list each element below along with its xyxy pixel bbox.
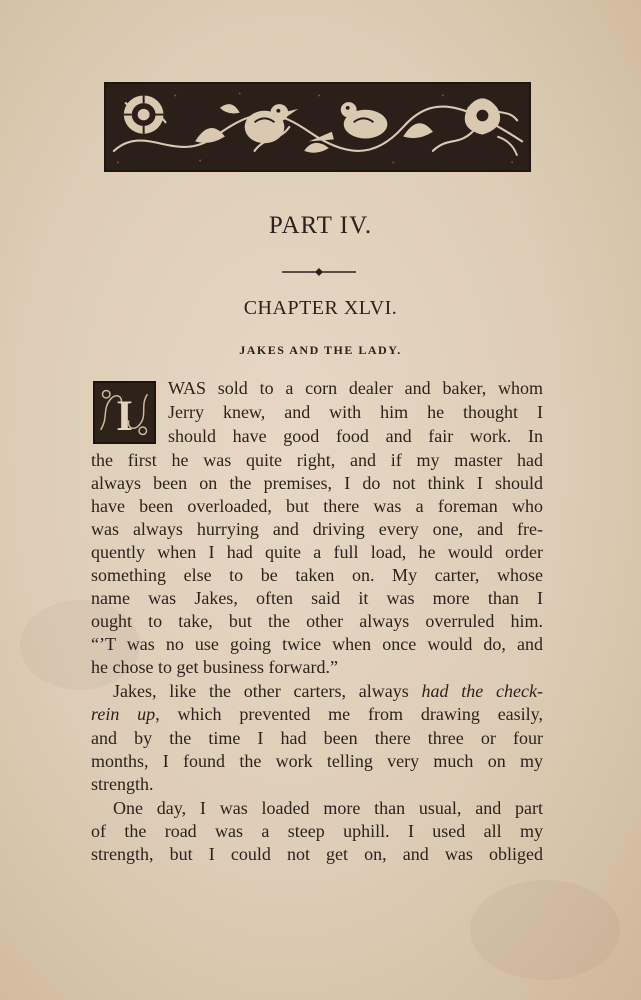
floral-ornament-icon bbox=[106, 84, 529, 170]
chapter-subtitle: JAKES AND THE LADY. bbox=[239, 343, 402, 357]
text-line: months, I found the work telling very much on my bbox=[91, 751, 543, 771]
italic-phrase: had the check- bbox=[421, 681, 543, 701]
text-line: always been on the premises, I do not think I should bbox=[91, 473, 543, 493]
decorative-header-banner bbox=[104, 82, 531, 172]
text-line: quently when I had quite a full load, he would order bbox=[91, 542, 543, 562]
text-line bbox=[91, 703, 543, 726]
text-line: of the road was a steep uphill. I used all my bbox=[91, 821, 543, 841]
text-run: Jakes, like the other carters, always bbox=[113, 681, 422, 701]
chapter-title: CHAPTER XLVI. bbox=[243, 297, 398, 319]
text-line: something else to be taken on. My carter, whose bbox=[91, 565, 543, 585]
text-line: have been overloaded, but there was a foreman who bbox=[91, 496, 543, 516]
text-line: strength, but I could not get on, and was obliged bbox=[91, 844, 543, 864]
part-title: PART IV. bbox=[268, 212, 373, 239]
italic-phrase: rein up bbox=[91, 704, 156, 724]
text-line: was always hurrying and driving every one, and fre- bbox=[91, 519, 543, 539]
ornamental-divider bbox=[282, 264, 356, 280]
drop-cap-initial bbox=[93, 381, 156, 444]
text-line bbox=[113, 680, 543, 703]
text-run: , which prevented me from drawing easily, bbox=[155, 704, 544, 724]
text-line: he chose to get business forward.” bbox=[91, 657, 338, 677]
text-line: and by the time I had been there three or four bbox=[91, 728, 543, 748]
text-line: WAS sold to a corn dealer and baker, whom bbox=[168, 378, 543, 398]
text-line: name was Jakes, often said it was more than I bbox=[91, 588, 543, 608]
text-line: strength. bbox=[91, 774, 154, 794]
text-line: One day, I was loaded more than usual, and part bbox=[113, 798, 543, 818]
paper-stain bbox=[470, 880, 620, 980]
text-line: “’T was no use going twice when once would do, and bbox=[91, 634, 543, 654]
text-line: Jerry knew, and with him he thought I bbox=[168, 402, 543, 422]
text-line: should have good food and fair work. In bbox=[168, 426, 543, 446]
text-line: ought to take, but the other always overruled him. bbox=[91, 611, 543, 631]
drop-cap-letter: I bbox=[116, 392, 133, 440]
text-line: the first he was quite right, and if my master had bbox=[91, 450, 543, 470]
ornate-letter-i-icon bbox=[95, 383, 154, 442]
flower-icon bbox=[124, 95, 164, 133]
